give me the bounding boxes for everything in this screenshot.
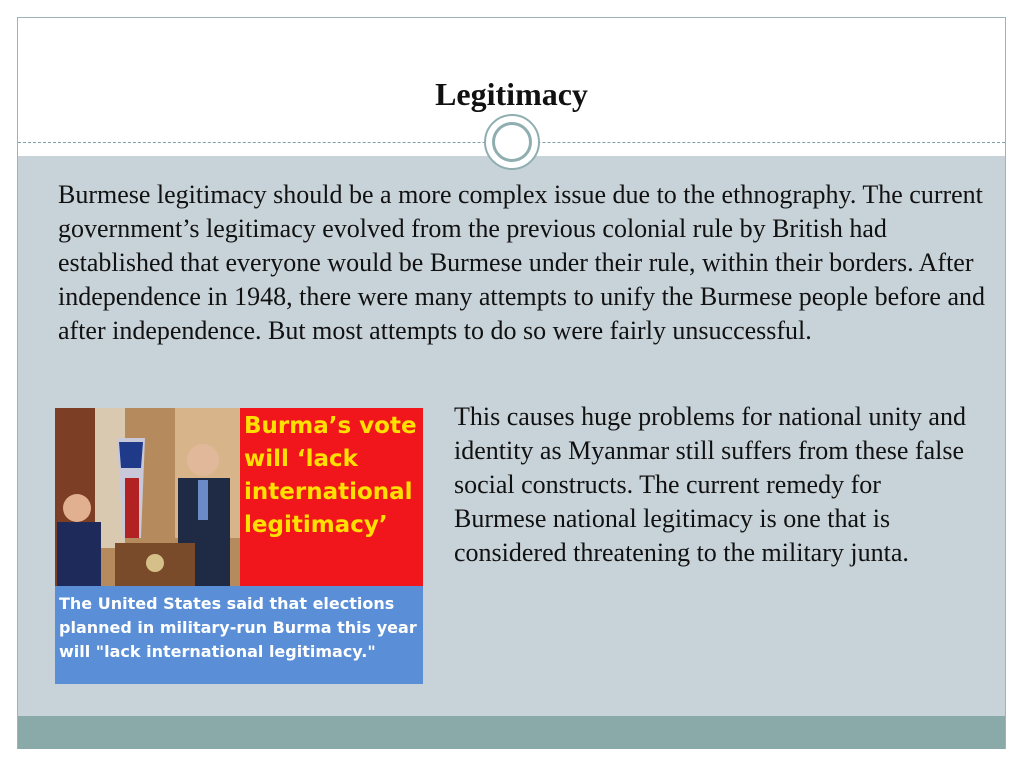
footer-bar <box>18 716 1005 749</box>
press-photo-illustration <box>55 408 240 586</box>
body-paragraph-1: Burmese legitimacy should be a more complex issue due to the ethnography. The current government’s legitimacy evolved from the previous colonial rule by British had established that everyone would be Burmese under their rule, within their borders. After independence in 1948, there were many attempts to unify the Burmese people before and after independence. But most attempts to do so were fairly unsuccessful. <box>58 180 986 345</box>
divider-ring-icon <box>484 114 540 170</box>
body-paragraph-2: This causes huge problems for national unity and identity as Myanmar still suffers from these false social constructs. The current remedy for Burmese national legitimacy is one that is considered threatening to the military junta. <box>454 402 966 567</box>
press-photo <box>55 408 240 586</box>
caption-panel <box>55 586 423 684</box>
divider-ring-inner <box>492 122 532 162</box>
image-caption: The United States said that elections planned in military-run Burma this year will "lack international legitimacy." <box>59 594 417 661</box>
slide-title: Legitimacy <box>435 76 588 112</box>
image-headline: Burma’s vote will ‘lack international legitimacy’ <box>244 413 417 538</box>
headline-panel <box>240 408 423 586</box>
news-image <box>55 408 423 684</box>
